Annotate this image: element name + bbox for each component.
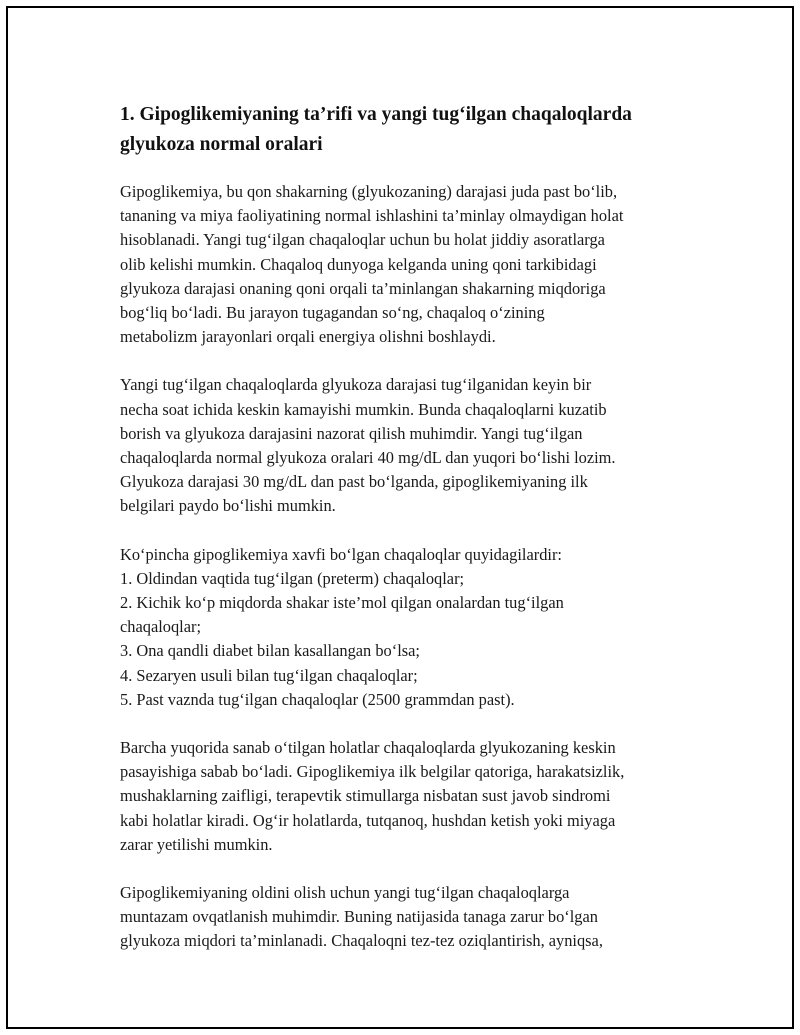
text-line: pasayishiga sabab bo‘ladi. Gipoglikemiya ilk belgilar qatoriga, harakatsizlik,	[120, 762, 625, 782]
text-line: glyukoza darajasi onaning qoni orqali ta’minlangan shakarning miqdoriga	[120, 278, 606, 298]
list-item: 4. Sezaryen usuli bilan tug‘ilgan chaqaloqlar;	[120, 665, 418, 685]
list-item: chaqaloqlar;	[120, 617, 202, 637]
heading-line: 1. Gipoglikemiyaning ta’rifi va yangi tug‘ilgan chaqaloqlarda	[120, 104, 632, 125]
text-line: necha soat ichida keskin kamayishi mumkin. Bunda chaqaloqlarni kuzatib	[120, 399, 607, 419]
text-line: bog‘liq bo‘ladi. Bu jarayon tugagandan so‘ng, chaqaloq o‘zining	[120, 303, 545, 323]
text-line: Gipoglikemiya, bu qon shakarning (glyukozaning) darajasi juda past bo‘lib,	[120, 182, 618, 201]
paragraph-risk-list	[120, 543, 690, 712]
text-line: mushaklarning zaifligi, terapevtik stimullarga nisbatan sust javob sindromi	[120, 786, 611, 806]
text-line: Gipoglikemiyaning oldini olish uchun yangi tug‘ilgan chaqaloqlarga	[120, 883, 570, 903]
list-item: 2. Kichik ko‘p miqdorda shakar iste’mol qilgan onalardan tug‘ilgan	[120, 593, 564, 613]
paragraph-definition	[120, 180, 690, 349]
text-line: hisoblanadi. Yangi tug‘ilgan chaqaloqlar uchun bu holat jiddiy asoratlarga	[120, 230, 605, 250]
section-heading	[120, 100, 690, 160]
text-line: Barcha yuqorida sanab o‘tilgan holatlar chaqaloqlarda glyukozaning keskin	[120, 738, 616, 758]
text-line: borish va glyukoza darajasini nazorat qilish muhimdir. Yangi tug‘ilgan	[120, 423, 583, 443]
page-frame	[6, 6, 794, 1029]
text-line: Yangi tug‘ilgan chaqaloqlarda glyukoza darajasi tug‘ilganidan keyin bir	[120, 375, 592, 395]
text-line: belgilari paydo bo‘lishi mumkin.	[120, 496, 336, 516]
text-line: chaqaloqlarda normal glyukoza oralari 40 mg/dL dan yuqori bo‘lishi lozim.	[120, 448, 616, 468]
paragraph-normal-range	[120, 373, 690, 518]
text-line: tananing va miya faoliyatining normal ishlashini ta’minlay olmaydigan holat	[120, 206, 624, 226]
document-body	[120, 100, 690, 978]
heading-line: glyukoza normal oralari	[120, 134, 323, 155]
text-line: muntazam ovqatlanish muhimdir. Buning natijasida tanaga zarur bo‘lgan	[120, 907, 598, 927]
text-line: metabolizm jarayonlari orqali energiya olishni boshlaydi.	[120, 327, 496, 347]
text-line: Ko‘pincha gipoglikemiya xavfi bo‘lgan chaqaloqlar quyidagilardir:	[120, 544, 562, 564]
list-item: 5. Past vaznda tug‘ilgan chaqaloqlar (2500 grammdan past).	[120, 689, 515, 709]
text-line: glyukoza miqdori ta’minlanadi. Chaqaloqni tez-tez oziqlantirish, ayniqsa,	[120, 931, 603, 951]
text-line: Glyukoza darajasi 30 mg/dL dan past bo‘lganda, gipoglikemiyaning ilk	[120, 472, 588, 492]
paragraph-prevention	[120, 881, 690, 954]
list-item: 3. Ona qandli diabet bilan kasallangan bo‘lsa;	[120, 641, 420, 661]
list-item: 1. Oldindan vaqtida tug‘ilgan (preterm) chaqaloqlar;	[120, 568, 465, 588]
paragraph-symptoms	[120, 736, 690, 857]
text-line: kabi holatlar kiradi. Og‘ir holatlarda, tutqanoq, hushdan ketish yoki miyaga	[120, 810, 616, 830]
text-line: olib kelishi mumkin. Chaqaloq dunyoga kelganda uning qoni tarkibidagi	[120, 254, 597, 274]
text-line: zarar yetilishi mumkin.	[120, 834, 273, 854]
